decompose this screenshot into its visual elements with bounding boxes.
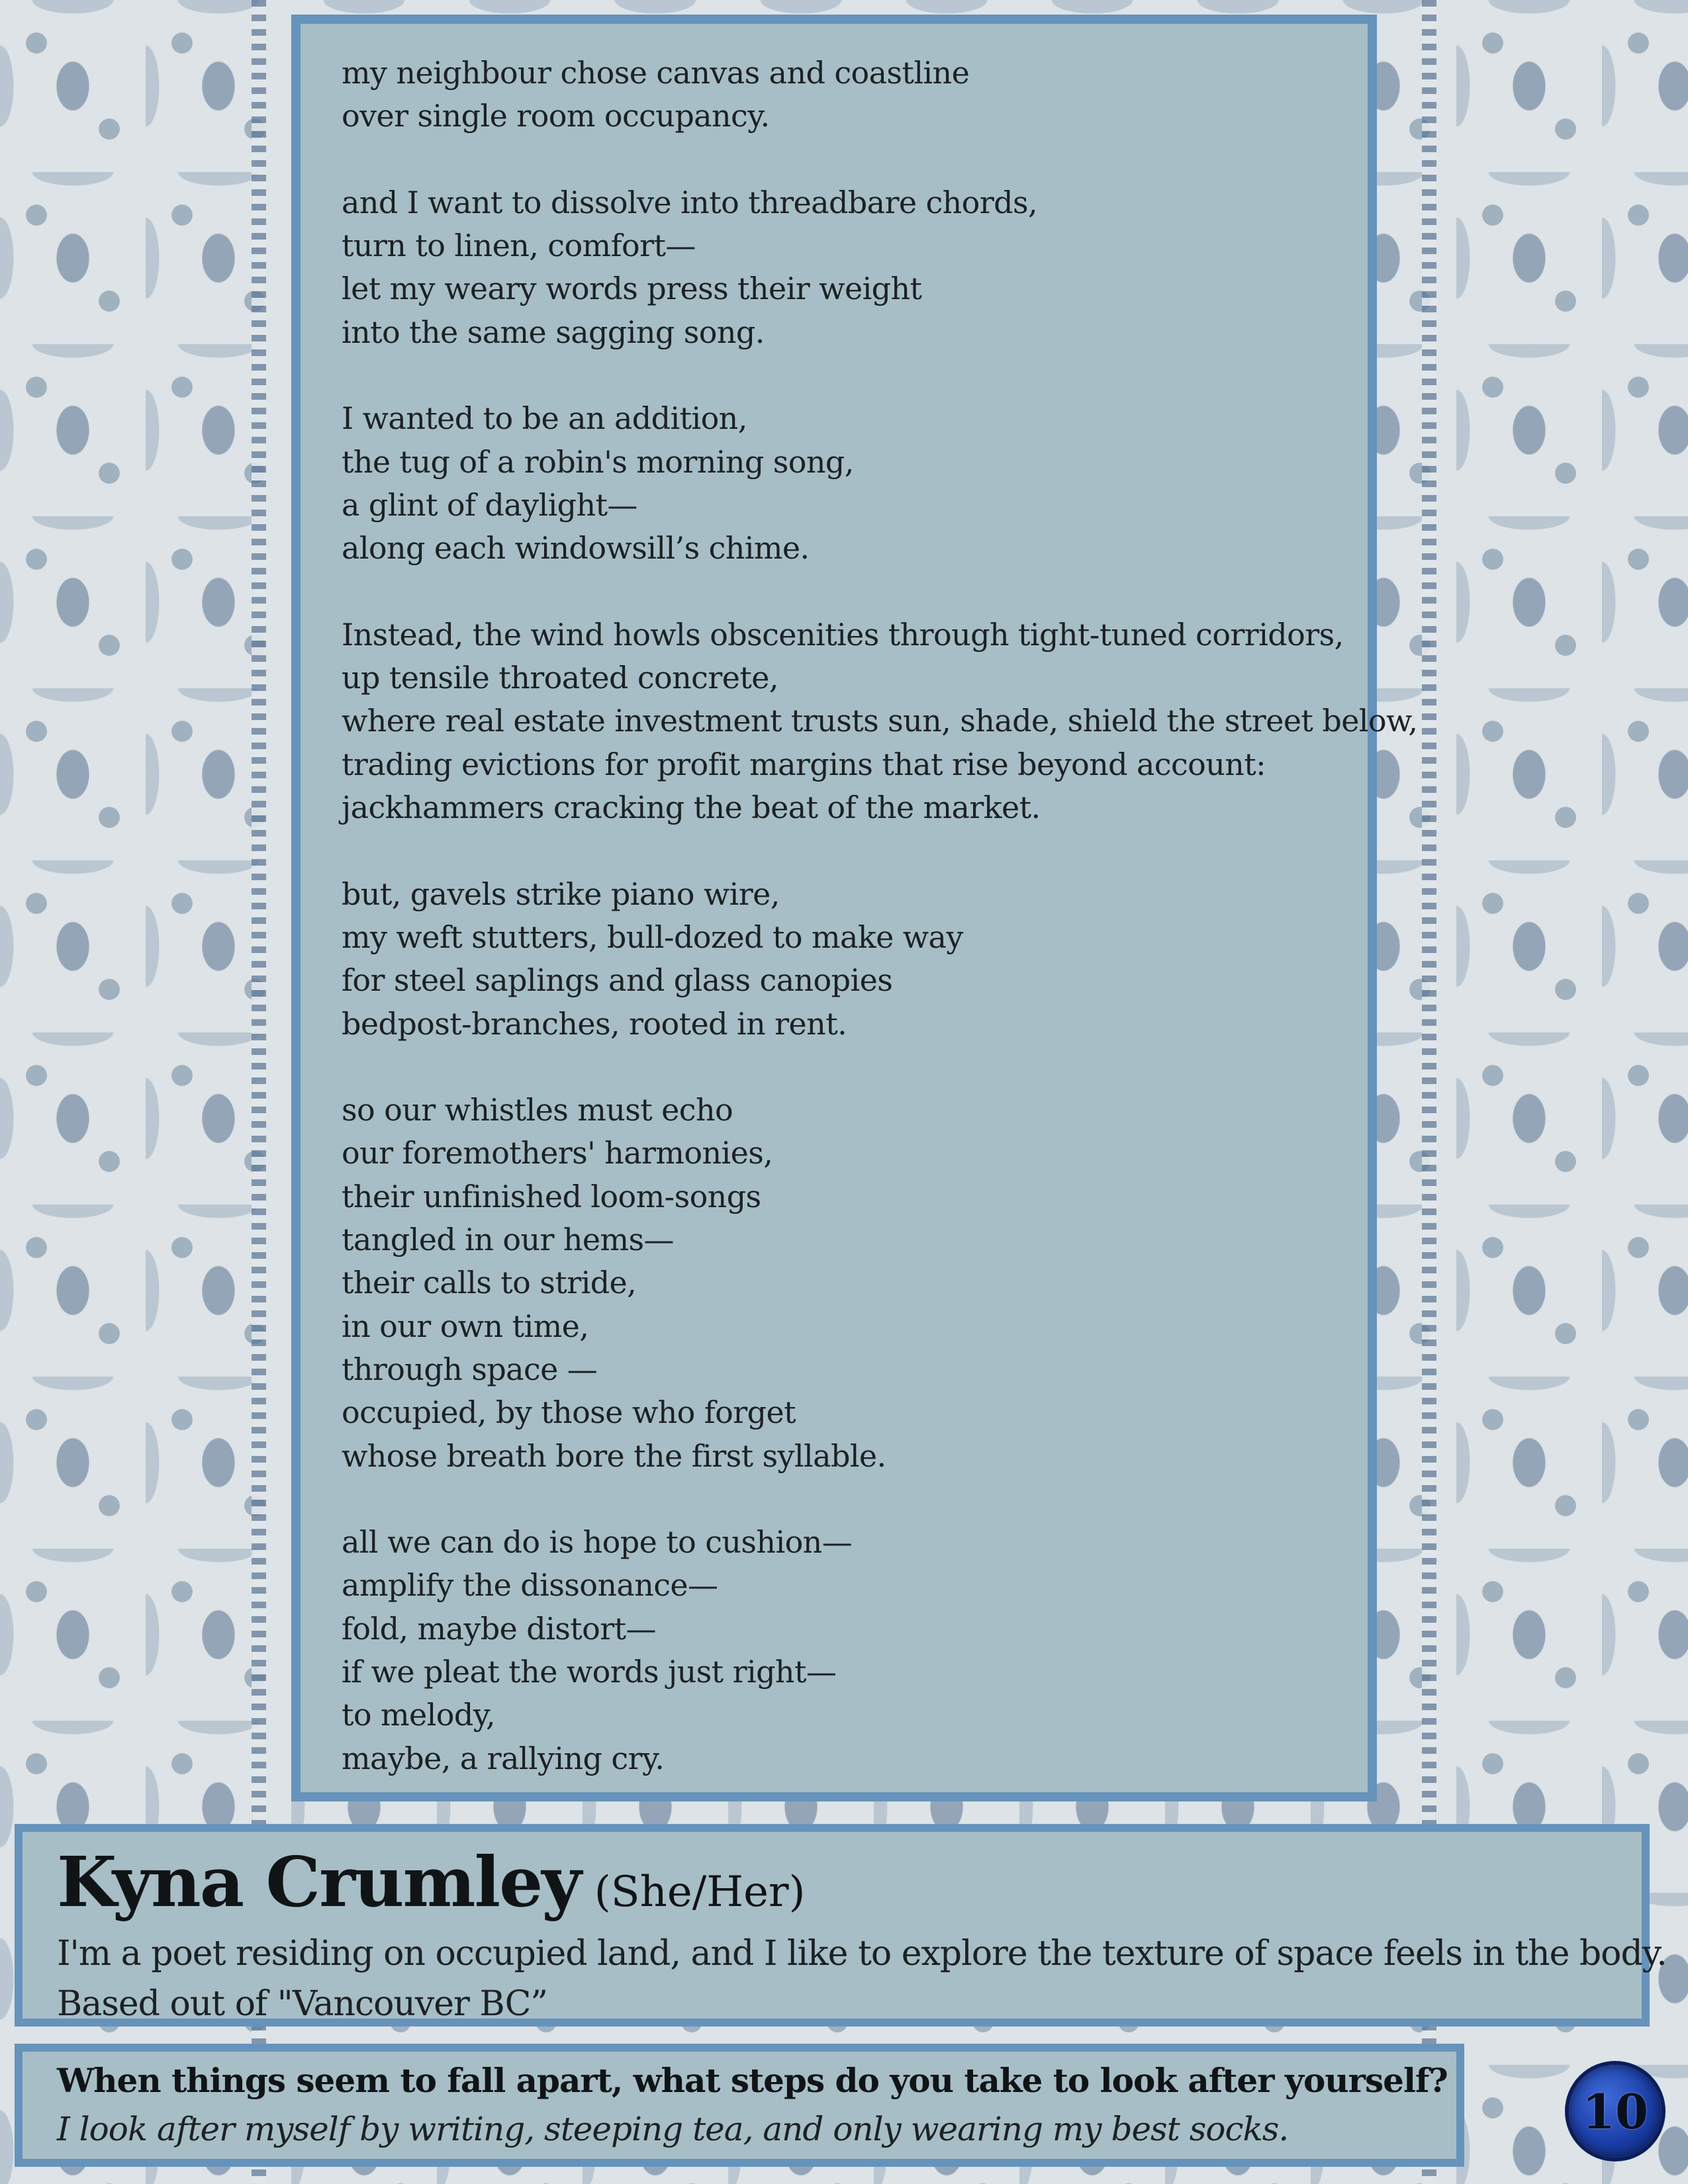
- question-answer-panel: [15, 2044, 1464, 2167]
- poem-line: trading evictions for profit margins that rise beyond account:: [342, 746, 1266, 782]
- poem-line: occupied, by those who forget: [342, 1394, 796, 1431]
- poem-line: into the same sagging song.: [342, 314, 765, 350]
- author-bio-panel: [15, 1824, 1667, 2026]
- poem-line: where real estate investment trusts sun, shade, shield the street below,: [342, 703, 1418, 739]
- poem-line: I wanted to be an addition,: [342, 400, 747, 437]
- poem-line: our foremothers' harmonies,: [342, 1135, 773, 1171]
- page-number: 10: [1581, 2083, 1649, 2140]
- poem-line: to melody,: [342, 1697, 495, 1733]
- author-heading: [57, 1841, 806, 1923]
- poem-line: bedpost-branches, rooted in rent.: [342, 1005, 847, 1042]
- poem-line: Instead, the wind howls obscenities through tight-tuned corridors,: [342, 616, 1344, 653]
- poem-line: all we can do is hope to cushion—: [342, 1524, 853, 1561]
- bio-line: Based out of "Vancouver BC”: [57, 1984, 547, 2024]
- poem-stanza: [342, 1521, 1348, 1780]
- poem-line: my neighbour chose canvas and coastline: [342, 55, 970, 91]
- poem-line: amplify the dissonance—: [342, 1567, 718, 1604]
- poem-line: jackhammers cracking the beat of the market.: [342, 790, 1041, 826]
- poem-stanza: [342, 181, 1348, 354]
- poem-line: my weft stutters, bull-dozed to make way: [342, 919, 963, 955]
- poem-line: let my weary words press their weight: [342, 271, 922, 307]
- poem-line: their calls to stride,: [342, 1265, 637, 1301]
- poem-line: a glint of daylight—: [342, 486, 637, 523]
- poem-line: fold, maybe distort—: [342, 1610, 656, 1647]
- poem-line: tangled in our hems—: [342, 1222, 674, 1258]
- poem-line: their unfinished loom-songs: [342, 1178, 761, 1214]
- poem-stanza: [342, 873, 1348, 1046]
- poem-stanza: [342, 614, 1418, 829]
- poem-line: the tug of a robin's morning song,: [342, 443, 854, 480]
- poem-line: over single room occupancy.: [342, 98, 770, 134]
- poem-line: along each windowsill’s chime.: [342, 530, 810, 567]
- author-pronouns: (She/Her): [594, 1868, 806, 1917]
- poem-stanza: [342, 1089, 1348, 1478]
- poem-stanza: [342, 397, 1348, 570]
- poem-stanza: [342, 52, 1348, 138]
- poem-panel: [291, 15, 1418, 1801]
- poem-line: so our whistles must echo: [342, 1092, 733, 1128]
- page-number-badge: [1569, 2065, 1662, 2158]
- bio-line: I'm a poet residing on occupied land, and I like to explore the texture of space feels in the body.: [57, 1934, 1667, 1974]
- poem-line: whose breath bore the first syllable.: [342, 1437, 886, 1474]
- poem-line: and I want to dissolve into threadbare chords,: [342, 184, 1038, 220]
- author-bio-text: [57, 1929, 1667, 2029]
- poem-line: in our own time,: [342, 1308, 589, 1344]
- poem-line: but, gavels strike piano wire,: [342, 876, 780, 912]
- author-name: Kyna Crumley: [57, 1841, 581, 1923]
- poem-line: through space —: [342, 1351, 598, 1387]
- poem-text: [342, 52, 1418, 1780]
- poem-line: if we pleat the words just right—: [342, 1653, 837, 1690]
- poem-line: turn to linen, comfort—: [342, 228, 696, 264]
- poem-line: maybe, a rallying cry.: [342, 1740, 665, 1776]
- question-text: When things seem to fall apart, what steps do you take to look after yourself?: [57, 2061, 1448, 2100]
- poem-line: up tensile throated concrete,: [342, 660, 778, 696]
- answer-text: I look after myself by writing, steeping tea, and only wearing my best socks.: [57, 2110, 1289, 2148]
- poem-line: for steel saplings and glass canopies: [342, 962, 893, 999]
